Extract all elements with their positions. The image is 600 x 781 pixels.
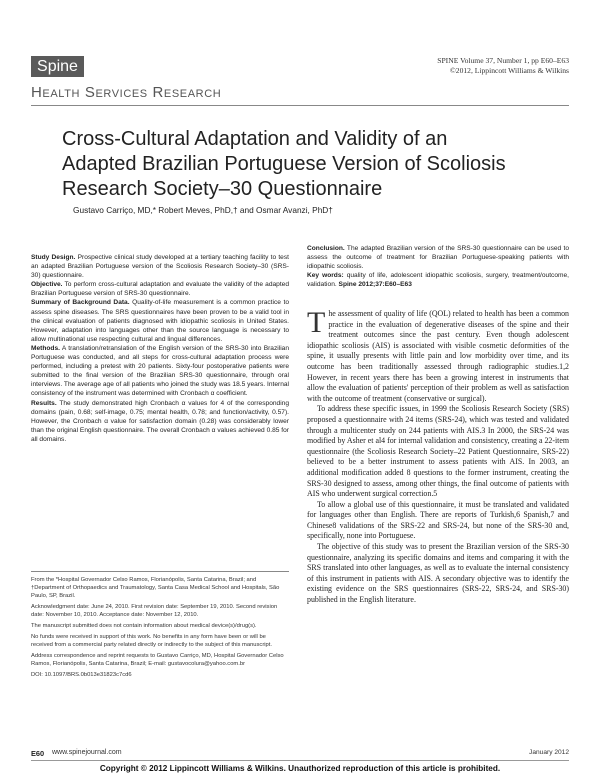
abstract-conclusion: [307, 244, 569, 271]
dates-note: Acknowledgment date: June 24, 2010. First revision date: September 19, 2010. Second revision date: November 10, 2010. Acceptance date: November 12, 2010.: [31, 604, 278, 618]
label: Summary of Background Data.: [31, 299, 130, 307]
abstract-background: [31, 298, 289, 343]
label: Conclusion.: [307, 245, 345, 252]
issue-date: January 2012: [529, 749, 569, 756]
correspondence-note: Address correspondence and reprint requests to Gustavo Carriço, MD, Hospital Governador Celso Ramos, Florianópolis, Santa Catarina, Brazil; E-mail: gustavocolura@yahoo.com.br: [31, 653, 284, 667]
text: To perform cross-cultural adaptation and evaluate the validity of the adapted Brazilian Portuguese version of SRS-30 questionnaire.: [31, 281, 289, 298]
text: A translation/retranslation of the English version of the SRS-30 into Brazilian Portuguese was conducted, and all steps for cross-cultural adaptation process were performed, including a pretest with 20 patients. Sixty-four postoperative patients were submitted to the final version of the Brazilian SRS-30 questionnaire, through oral interviews. The average age of all patients who joined the study was 18.5 years. Internal consistency of the instrument was determined with Cronbach α coefficient.: [31, 344, 289, 398]
journal-website[interactable]: www.spinejournal.com: [52, 749, 122, 756]
funds-note: No funds were received in support of this work. No benefits in any form have been or will be received from a commercial party related directly or indirectly to the subject of this manuscript.: [31, 634, 272, 648]
body-paragraph-3: To allow a global use of this questionnaire, it must be translated and validated for languages other than English. There are reports of Turkish,6 Spanish,7 and Chinese8 validations of the SRS-22 and SRS-24, but none of the SRS-30 and, specifically, none into Portuguese.: [307, 499, 569, 541]
label: Objective.: [31, 281, 63, 289]
text: he assessment of quality of life (QOL) related to health has been a common practice in the evaluation of degenerative diseases of the spine and their treatment outcomes since the past century. Even though adolescent idiopathic scoliosis (AIS) is associated with visible cosmetic deformities of the spine, it usually presents with little pain and low morbidity over time, and its outcome has been traditionally assessed through radiographic studies.1,2 However, in recent years there has been a growing interest in instruments that allow the evaluation of patients' perception of their problem as well as satisfaction with the outcome of treatment (conservative or surgical).: [307, 309, 569, 403]
text: Quality-of-life measurement is a common practice to assess spine diseases. The SRS questionnaires have been proven to be a valid tool in the clinical evaluation of patients diagnosed with idiopathic scoliosis in United States. However, adaptation into languages other than the source language is necessary to allow multinational use respecting cultural and lingual differences.: [31, 299, 289, 343]
abstract-results: [31, 399, 289, 444]
body-paragraph-4: The objective of this study was to present the Brazilian version of the SRS-30 questionnaire, analyzing its specific domains and items and comparing it with the SRS translated into other languages, as well as to evaluate the internal consistency of this instrument in patients with AIS. A secondary objective was to identify the existing evidence on the SRS questionnaires (SRS-22, SRS-24, and SRS-30) published in the English literature.: [307, 542, 569, 605]
journal-logo: Spine: [31, 56, 84, 77]
journal-volume: SPINE Volume 37, Number 1, pp E60–E63: [437, 56, 569, 65]
drop-cap: T: [307, 306, 326, 339]
abstract-methods: [31, 344, 289, 399]
device-note: The manuscript submitted does not contain information about medical device(s)/drug(s).: [31, 623, 257, 629]
abstract-left-column: [31, 253, 289, 444]
label: Results.: [31, 399, 57, 407]
body-paragraph-2: To address these specific issues, in 1999 the Scoliosis Research Society (SRS) proposed a questionnaire with 24 items (SRS-24), which was tested and validated through a multicenter study on 244 patients with AIS.3 In 2000, the SRS-24 was modified by Asher et al4 for internal validation and consistency, creating a 22-item questionnaire (the Scoliosis Research Society–22 Patient Questionnaire, SRS-22) believed to be a better instrument to assess patients with AIS. In 2003, an additional modification added 8 questions to the former instrument, creating the SRS-30 designed to assess, among other things, the final outcome of patients with AIS who underwent surgical correction.5: [307, 404, 569, 499]
text: Prospective clinical study developed at a tertiary teaching facility to test an adapted Brazilian Portuguese version of the Scoliosis Research Society–30 (SRS-30) questionnaire.: [31, 254, 289, 280]
abstract-objective: [31, 280, 289, 298]
label: Methods.: [31, 344, 60, 352]
page-number: E60: [31, 749, 45, 758]
text: The adapted Brazilian version of the SRS-30 questionnaire can be used to assess the outcome of treatment for Brazilian Portuguese-speaking patients with idiopathic scoliosis.: [307, 245, 570, 271]
header-divider: [31, 105, 569, 106]
doi-note: DOI: 10.1097/BRS.0b013e31823c7cd6: [31, 672, 132, 678]
journal-copyright-line: ©2012, Lippincott Williams & Wilkins: [450, 66, 569, 75]
text: quality of life, adolescent idiopathic scoliosis, surgery, treatment/outcome, validation.: [307, 272, 570, 289]
section-heading: Health Services Research: [31, 84, 222, 101]
notes-divider: [31, 571, 289, 572]
article-body: [307, 306, 569, 606]
label: Key words:: [307, 272, 344, 280]
abstract-study-design: [31, 253, 289, 280]
article-notes: [31, 576, 289, 682]
label: Study Design.: [31, 254, 76, 261]
text: The study demonstrated high Cronbach α values for 4 of the corresponding domains (pain, 0.68; self-image, 0.75; mental health, 0.78; and function/activity, 0.57). However, the Cronbach α value for satisfaction domain (0.28) was considerably lower than the original English questionnaire. The overall Cronbach α values achieved 0.85 for all domains.: [31, 399, 289, 443]
citation: Spine 2012;37:E60–E63: [338, 281, 412, 289]
body-paragraph-1: [307, 306, 569, 404]
article-authors: Gustavo Carriço, MD,* Robert Meves, PhD,† and Osmar Avanzi, PhD†: [73, 205, 333, 215]
affiliation-note: From the *Hospital Governador Celso Ramos, Florianópolis, Santa Catarina, Brazil; and †Department of Orthopaedics and Traumatology, Santa Casa Medical School and Hospitals, São Paulo, SP, Brazil.: [31, 577, 280, 599]
article-title: Cross-Cultural Adaptation and Validity of an Adapted Brazilian Portuguese Version of Scoliosis Research Society–30 Questionnaire: [62, 128, 506, 200]
journal-info: [437, 56, 569, 76]
abstract-keywords: [307, 271, 569, 289]
footer-divider: [31, 760, 569, 761]
abstract-right-column: [307, 244, 569, 289]
copyright-notice: Copyright © 2012 Lippincott Williams & Wilkins. Unauthorized reproduction of this article is prohibited.: [99, 764, 501, 773]
